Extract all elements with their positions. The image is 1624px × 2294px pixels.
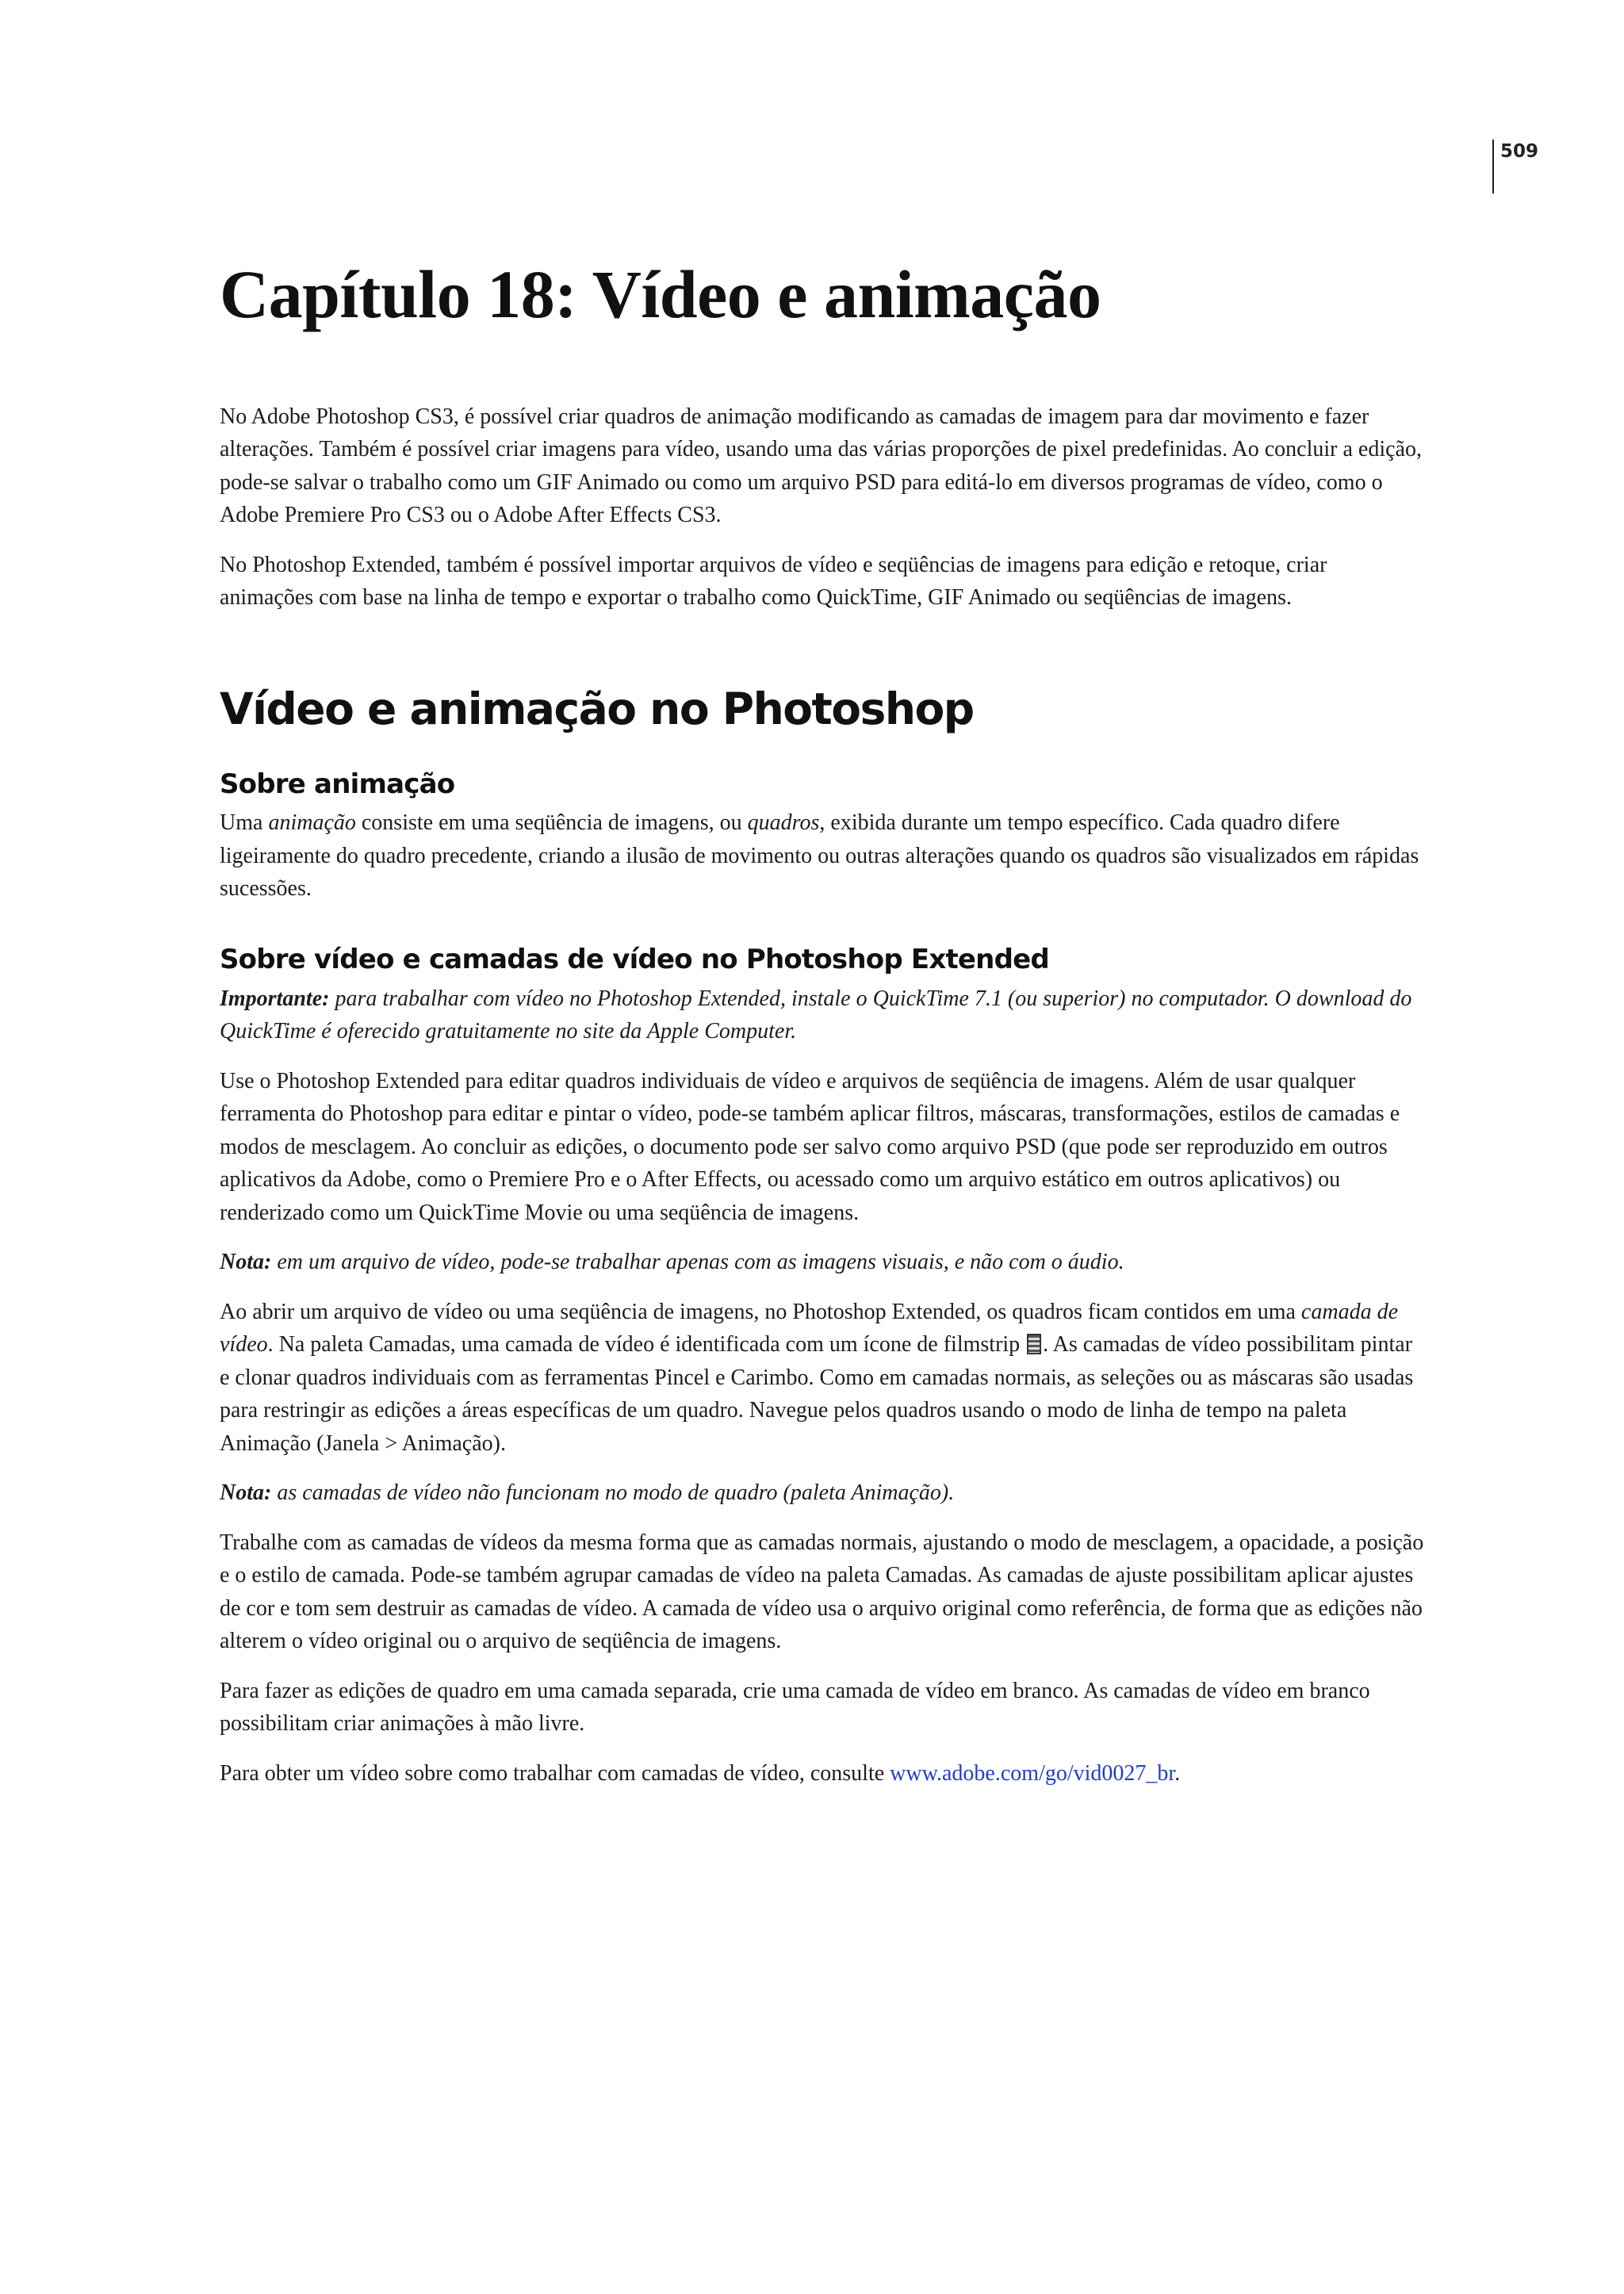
important-note — [220, 982, 1425, 1048]
text-run: consiste em uma seqüência de imagens, ou — [355, 810, 748, 836]
intro-paragraph-1: No Adobe Photoshop CS3, é possível criar quadros de animação modificando as camadas de imagem para dar movimento e fazer alterações. Também é possível criar imagens para vídeo, usando uma das várias proporções de pixel predefinidas. Ao concluir a edição, pode-se salvar o trabalho como um GIF Animado ou como um arquivo PSD para editá-lo em diversos programas de vídeo, como o Adobe Premiere Pro CS3 ou o Adobe After Effects CS3. — [220, 404, 1422, 528]
section-heading: Vídeo e animação no Photoshop — [220, 683, 974, 734]
page-content — [220, 238, 1425, 1806]
animation-paragraph — [220, 806, 1425, 906]
text-run: . Na paleta Camadas, uma camada de vídeo é identificada com um ícone de filmstrip — [267, 1332, 1026, 1358]
intro-paragraph-2: No Photoshop Extended, também é possível importar arquivos de vídeo e seqüências de imagens para edição e retoque, criar animações com base na linha de tempo e exportar o trabalho como QuickTime, GIF Animado ou seqüências de imagens. — [220, 552, 1327, 611]
note-1 — [220, 1246, 1425, 1279]
page-number-marker — [1492, 140, 1538, 193]
video-paragraph-2 — [220, 1296, 1425, 1461]
video-paragraph-4: Para fazer as edições de quadro em uma camada separada, crie uma camada de vídeo em branco. As camadas de vídeo em branco possibilitam criar animações à mão livre. — [220, 1678, 1370, 1737]
video-paragraph-3: Trabalhe com as camadas de vídeos da mesma forma que as camadas normais, ajustando o modo de mesclagem, a opacidade, a posição e o estilo de camada. Pode-se também agrupar camadas de vídeo na paleta Camadas. As camadas de ajuste possibilitam aplicar ajustes de cor e tom sem destruir as camadas de vídeo. A camada de vídeo usa o arquivo original como referência, de forma que as edições não alterem o vídeo original ou o arquivo de seqüência de imagens. — [220, 1530, 1424, 1654]
term-camada-de-video: camada de vídeo — [220, 1299, 1398, 1358]
subsection-heading-animation: Sobre animação — [220, 768, 455, 800]
text-run: Uma — [220, 810, 269, 836]
term-animacao: animação — [268, 810, 356, 836]
subsection-heading-video: Sobre vídeo e camadas de vídeo no Photoshop Extended — [220, 943, 1049, 975]
text-run: , exibida durante um tempo específico. Cada quadro difere ligeiramente do quadro precedente, criando a ilusão de movimento ou outras alterações quando os quadros são visualizados em rápidas sucessões. — [220, 810, 1419, 902]
important-text: para trabalhar com vídeo no Photoshop Extended, instale o QuickTime 7.1 (ou superior) no computador. O download do QuickTime é oferecido gratuitamente no site da Apple Computer. — [220, 986, 1412, 1044]
note-2 — [220, 1476, 1425, 1510]
text-run: Para obter um vídeo sobre como trabalhar com camadas de vídeo, consulte — [220, 1760, 891, 1786]
video-link[interactable]: www.adobe.com/go/vid0027_br — [890, 1760, 1175, 1786]
filmstrip-icon — [1027, 1334, 1041, 1354]
text-run: Ao abrir um arquivo de vídeo ou uma seqüência de imagens, no Photoshop Extended, os quadros ficam contidos em uma — [220, 1299, 1301, 1324]
video-paragraph-5 — [220, 1757, 1425, 1790]
term-quadros: quadros — [747, 810, 820, 836]
chapter-title: Capítulo 18: Vídeo e animação — [220, 256, 1101, 332]
note-text: em um arquivo de vídeo, pode-se trabalhar apenas com as imagens visuais, e não com o áudio. — [271, 1250, 1124, 1275]
text-run: . — [1174, 1760, 1181, 1786]
note-text: as camadas de vídeo não funcionam no modo de quadro (paleta Animação). — [271, 1480, 955, 1506]
page-number: 509 — [1500, 141, 1539, 162]
text-run: . As camadas de vídeo possibilitam pintar e clonar quadros individuais com as ferramentas Pincel e Carimbo. Como em camadas normais, as seleções ou as máscaras são usadas para restringir as edições a áreas específicas de um quadro. Navegue pelos quadros usando o modo de linha de tempo na paleta Animação (Janela > Animação). — [220, 1332, 1414, 1456]
important-label: Importante: — [220, 986, 330, 1011]
note-label: Nota: — [220, 1480, 272, 1506]
note-label: Nota: — [220, 1250, 272, 1275]
video-paragraph-1: Use o Photoshop Extended para editar quadros individuais de vídeo e arquivos de seqüência de imagens. Além de usar qualquer ferramenta do Photoshop para editar e pintar o vídeo, pode-se também aplicar filtros, máscaras, transformações, estilos de camadas e modos de mesclagem. Ao concluir as edições, o documento pode ser salvo como arquivo PSD (que pode ser reproduzido em outros aplicativos da Adobe, como o Premiere Pro e o After Effects, ou acessado como um arquivo estático em outros aplicativos) ou renderizado como um QuickTime Movie ou uma seqüência de imagens. — [220, 1068, 1400, 1225]
